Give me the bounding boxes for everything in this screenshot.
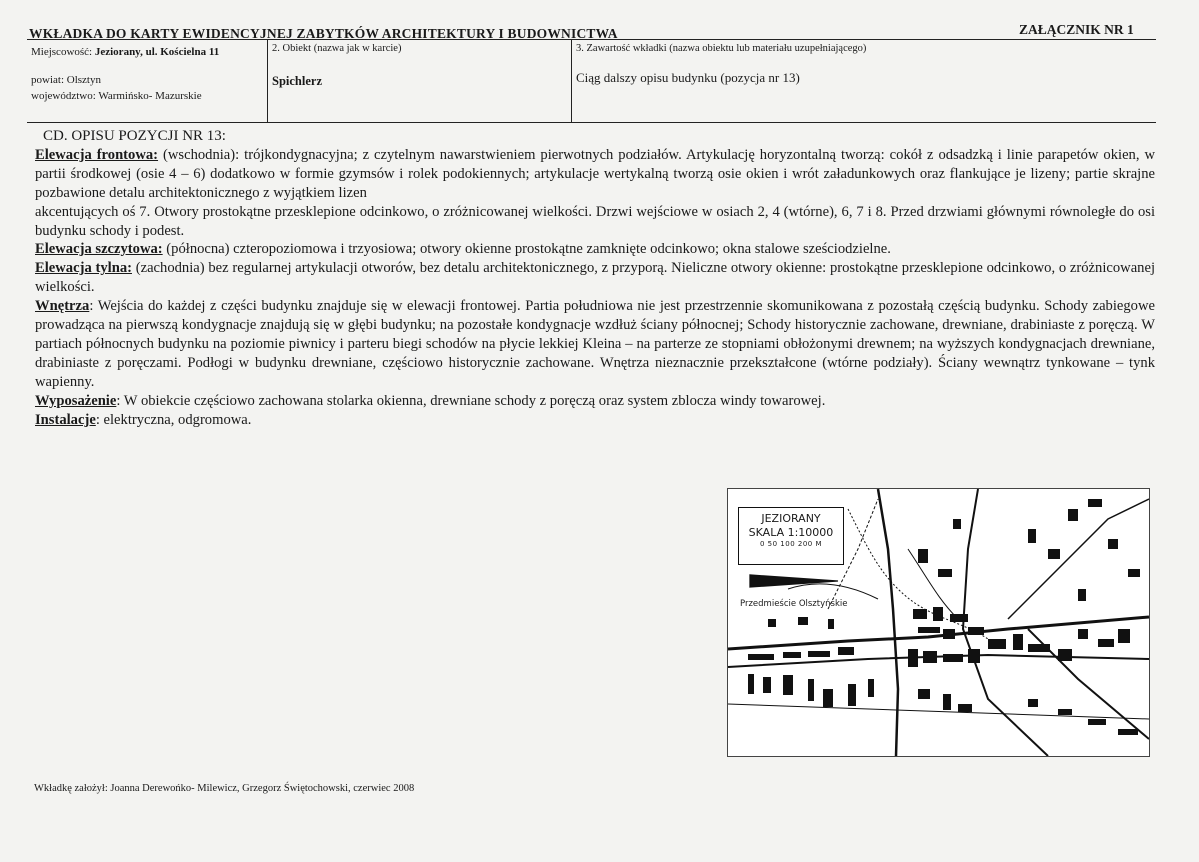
section-label: Wyposażenie bbox=[35, 392, 117, 409]
map-scale-ticks: 0 50 100 200 M bbox=[759, 540, 823, 548]
section-heading: CD. OPISU POZYCJI NR 13: bbox=[43, 128, 226, 144]
section-wyposazenie bbox=[35, 392, 1155, 411]
section-label: Elewacja tylna: bbox=[35, 260, 132, 277]
section-text: (zachodnia) bez regularnej artykulacji otworów, bez detalu architektonicznego, z przyporą. Nieliczne otwory okienne: prostokątne przesklepione odcinkowo, o zróżnicowanej wielkości. bbox=[35, 260, 1155, 296]
document-title: WKŁADKA DO KARTY EWIDENCYJNEJ ZABYTKÓW ARCHITEKTURY I BUDOWNICTWA bbox=[29, 26, 618, 41]
location-label: Miejscowość: bbox=[31, 46, 93, 58]
section-elewacja-tylna bbox=[35, 259, 1155, 297]
header-table bbox=[27, 39, 1156, 123]
section-instalacje bbox=[35, 411, 1155, 430]
section-wnetrza bbox=[35, 297, 1155, 392]
section-text: akcentujących oś 7. Otwory prostokątne przesklepione odcinkowo, o zróżnicowanej wielkości. Drzwi wejściowe w osiach 2, 4 (wtórne), 6, 7 i 8. Przed drzwiami głównymi równoległe do osi budynku schody i podest. bbox=[35, 203, 1155, 239]
section-elewacja-frontowa-cont bbox=[35, 203, 1155, 241]
map-district-label: Przedmieście Olsztyńskie bbox=[740, 599, 848, 609]
section-label: Instalacje bbox=[35, 411, 96, 428]
map-city-name: JEZIORANY bbox=[761, 512, 821, 525]
section-text: : elektryczna, odgromowa. bbox=[95, 411, 252, 428]
object-cell bbox=[268, 40, 572, 122]
content-value: Ciąg dalszy opisu budynku (pozycja nr 13) bbox=[576, 70, 800, 85]
location-line bbox=[31, 46, 219, 58]
section-elewacja-szczytowa bbox=[35, 240, 1155, 259]
description-body bbox=[35, 127, 1155, 430]
section-text: (wschodnia): trójkondygnacyjna; z czytelnym nawarstwieniem pierwotnych podziałów. Artykulację horyzontalną tworzą: cokół z odsadzką i linie parapetów okien, w partii środkowej (osie 4 – 6) dodatkowo w formie gzymsów i rolek podokiennych; artykulacje wertykalną tworzą osie okien i wrót załadunkowych oraz flankujące je lizeny; partie skrajne pozbawione detalu architektonicznego z wyjątkiem lizen bbox=[35, 146, 1155, 201]
location-cell bbox=[27, 40, 268, 122]
wojewodztwo-text: województwo: Warmińsko- Mazurskie bbox=[31, 90, 202, 102]
object-label: 2. Obiekt (nazwa jak w karcie) bbox=[272, 43, 402, 54]
powiat-text: powiat: Olsztyn bbox=[31, 74, 101, 86]
section-label: Elewacja frontowa: bbox=[35, 146, 159, 163]
section-label: Elewacja szczytowa: bbox=[35, 241, 163, 258]
map-legend bbox=[738, 507, 844, 565]
object-value: Spichlerz bbox=[272, 74, 322, 88]
content-label: 3. Zawartość wkładki (nazwa obiektu lub materiału uzupełniającego) bbox=[576, 43, 867, 54]
section-label: Wnętrza bbox=[35, 298, 90, 315]
section-text: : W obiekcie częściowo zachowana stolarka okienna, drewniane schody z poręczą oraz system zblocza windy towarowej. bbox=[116, 392, 826, 409]
section-text: : Wejścia do każdej z części budynku znajduje się w elewacji frontowej. Partia południowa nie jest przestrzennie skomunikowana z pozostałą częścią budynku. Schody zabiegowe prowadząca na pierwszą kondygnacje znajdują się w głębi budynku; na pozostałe kondygnacje wzdłuż ściany północnej; Schody historycznie zachowane, drewniane, drabiniaste z poręczą. W partiach północnych budynku na poziomie piwnicy i parteru biegi schodów na płycie lekkiej Kleina – na parterze ze stopniami obłożonymi drewnem; na wyższych kondygnacjach drewniane, drabiniaste z poręczami. Podłogi w budynku drewniane, częściowo historycznie zachowane. Wnętrza nieznacznie przekształcone (wtórne podziały). Ściany wewnątrz tynkowane – tynk wapienny. bbox=[35, 298, 1155, 390]
map-scale: SKALA 1:10000 bbox=[748, 526, 834, 539]
section-text: (północna) czteropoziomowa i trzyosiowa; otwory okienne prostokątne zamknięte odcinkowo; okna stalowe sześciodzielne. bbox=[162, 241, 891, 258]
section-elewacja-frontowa bbox=[35, 146, 1155, 203]
location-map bbox=[727, 488, 1150, 757]
footer-author: Wkładkę założył: Joanna Derewońko- Milewicz, Grzegorz Świętochowski, czerwiec 2008 bbox=[34, 783, 415, 794]
location-value: Jeziorany, ul. Kościelna 11 bbox=[94, 46, 220, 58]
content-cell bbox=[572, 40, 1156, 122]
annex-number: ZAŁĄCZNIK NR 1 bbox=[1019, 22, 1134, 37]
